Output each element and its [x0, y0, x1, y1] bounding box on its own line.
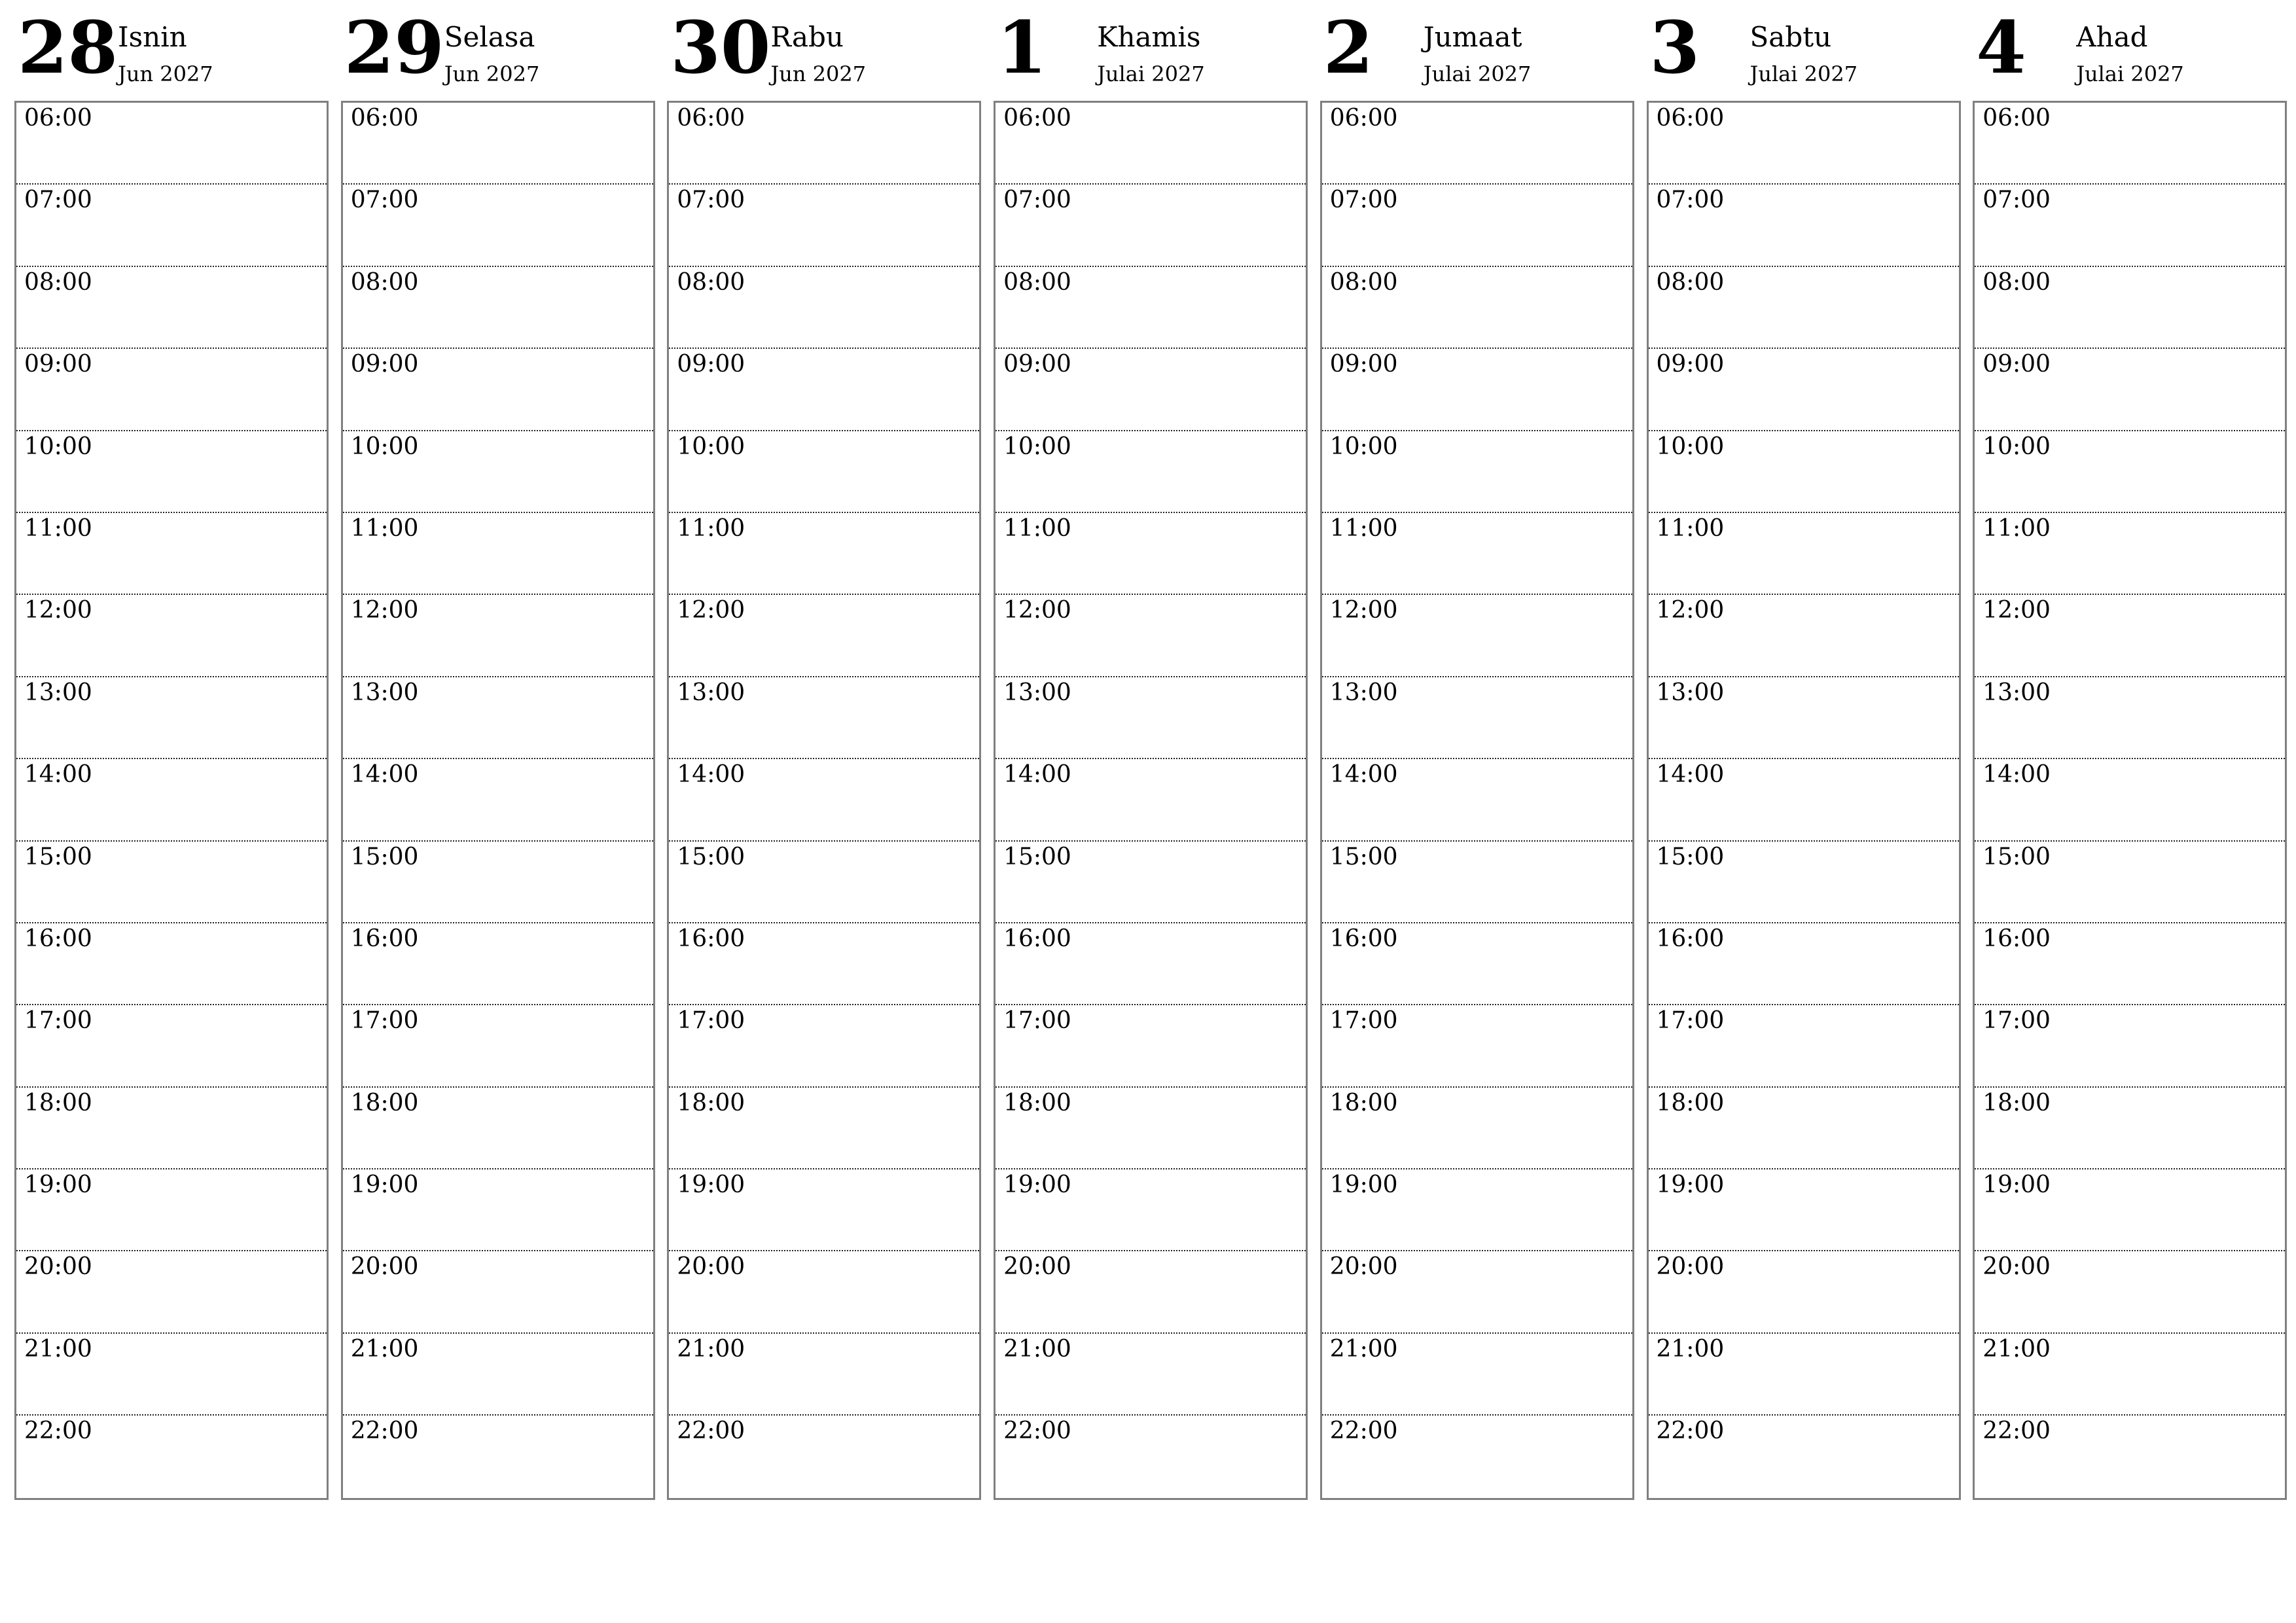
hour-slot[interactable]: [669, 1088, 979, 1169]
hour-label: 10:00: [1003, 433, 1071, 460]
hour-slot[interactable]: [1649, 513, 1959, 595]
hour-label: 20:00: [24, 1253, 92, 1281]
hour-slot[interactable]: [996, 1334, 1306, 1416]
hour-slot[interactable]: [669, 185, 979, 266]
hour-label: 14:00: [1982, 761, 2051, 789]
hour-label: 10:00: [24, 433, 92, 460]
day-column: [1647, 0, 1960, 1501]
hour-label: 20:00: [677, 1253, 745, 1281]
hour-label: 21:00: [24, 1335, 92, 1363]
hour-slot[interactable]: [343, 267, 653, 349]
day-schedule-box: [1973, 101, 2287, 1500]
hour-label: 18:00: [1982, 1089, 2051, 1116]
hour-slot[interactable]: [1649, 1088, 1959, 1169]
hour-label: 08:00: [677, 268, 745, 296]
hour-label: 12:00: [1003, 597, 1071, 624]
hour-label: 20:00: [1329, 1253, 1398, 1281]
hour-label: 14:00: [350, 761, 419, 789]
hour-slot[interactable]: [1649, 1416, 1959, 1497]
hour-label: 16:00: [350, 925, 419, 952]
hour-label: 21:00: [350, 1335, 419, 1363]
hour-slot[interactable]: [1649, 923, 1959, 1005]
hour-label: 07:00: [350, 187, 419, 214]
hour-slot[interactable]: [996, 103, 1306, 185]
weekday-name: Khamis: [1097, 21, 1201, 53]
hour-label: 17:00: [1003, 1007, 1071, 1035]
hour-slot[interactable]: [669, 842, 979, 923]
hour-label: 19:00: [677, 1171, 745, 1199]
hour-slot[interactable]: [343, 1416, 653, 1497]
hour-label: 22:00: [1329, 1418, 1398, 1445]
hour-slot[interactable]: [996, 267, 1306, 349]
hour-label: 17:00: [24, 1007, 92, 1035]
hour-label: 07:00: [1656, 187, 1725, 214]
hour-slot[interactable]: [1649, 349, 1959, 431]
hour-slot[interactable]: [1649, 103, 1959, 185]
hour-label: 20:00: [1656, 1253, 1725, 1281]
hour-slot[interactable]: [669, 1416, 979, 1497]
hour-label: 06:00: [1656, 105, 1725, 132]
hour-label: 18:00: [1656, 1089, 1725, 1116]
hour-label: 21:00: [1329, 1335, 1398, 1363]
hour-slot[interactable]: [1322, 185, 1632, 266]
hour-slot[interactable]: [343, 595, 653, 677]
hour-label: 06:00: [677, 105, 745, 132]
hour-slot[interactable]: [16, 1005, 327, 1087]
day-number: 2: [1323, 5, 1374, 90]
hour-slot[interactable]: [996, 842, 1306, 923]
hour-label: 11:00: [1003, 514, 1071, 542]
hour-slot[interactable]: [1649, 1005, 1959, 1087]
hour-slot[interactable]: [1322, 1251, 1632, 1333]
day-schedule-box: [1320, 101, 1634, 1500]
hour-slot[interactable]: [1649, 1251, 1959, 1333]
hour-label: 17:00: [677, 1007, 745, 1035]
hour-slot[interactable]: [669, 1251, 979, 1333]
hour-slot[interactable]: [1975, 923, 2285, 1005]
hour-label: 11:00: [1329, 514, 1398, 542]
hour-slot[interactable]: [1322, 1005, 1632, 1087]
hour-slot[interactable]: [669, 1169, 979, 1251]
hour-label: 18:00: [1003, 1089, 1071, 1116]
hour-label: 13:00: [24, 679, 92, 706]
hour-label: 22:00: [24, 1418, 92, 1445]
hour-label: 21:00: [677, 1335, 745, 1363]
hour-label: 19:00: [1003, 1171, 1071, 1199]
hour-slot[interactable]: [16, 595, 327, 677]
hour-slot[interactable]: [1975, 677, 2285, 759]
hour-label: 14:00: [1003, 761, 1071, 789]
hour-slot[interactable]: [343, 1169, 653, 1251]
day-header: [1647, 0, 1960, 98]
hour-label: 20:00: [350, 1253, 419, 1281]
hour-label: 12:00: [1982, 597, 2051, 624]
hour-slot[interactable]: [343, 1334, 653, 1416]
hour-slot[interactable]: [16, 1169, 327, 1251]
hour-label: 16:00: [24, 925, 92, 952]
hour-slot[interactable]: [1649, 842, 1959, 923]
hour-label: 06:00: [24, 105, 92, 132]
hour-label: 15:00: [1329, 843, 1398, 870]
hour-label: 14:00: [1656, 761, 1725, 789]
hour-slot[interactable]: [669, 103, 979, 185]
hour-slot[interactable]: [996, 677, 1306, 759]
hour-label: 19:00: [24, 1171, 92, 1199]
hour-label: 21:00: [1982, 1335, 2051, 1363]
day-column: [14, 0, 327, 1501]
hour-slot[interactable]: [1322, 103, 1632, 185]
hour-slot[interactable]: [1649, 267, 1959, 349]
hour-label: 12:00: [1329, 597, 1398, 624]
hour-slot[interactable]: [1975, 1251, 2285, 1333]
day-header: [1973, 0, 2286, 98]
hour-slot[interactable]: [1975, 1088, 2285, 1169]
day-number: 28: [18, 5, 118, 90]
month-year-label: Jun 2027: [770, 62, 867, 86]
hour-slot[interactable]: [1322, 759, 1632, 841]
weekday-name: Isnin: [118, 21, 187, 53]
hour-slot[interactable]: [669, 759, 979, 841]
day-header: [994, 0, 1306, 98]
hour-slot[interactable]: [669, 677, 979, 759]
hour-slot[interactable]: [1649, 1334, 1959, 1416]
hour-slot[interactable]: [996, 759, 1306, 841]
hour-slot[interactable]: [996, 513, 1306, 595]
day-header: [667, 0, 980, 98]
hour-slot[interactable]: [996, 1251, 1306, 1333]
hour-slot[interactable]: [16, 677, 327, 759]
month-year-label: Jun 2027: [118, 62, 213, 86]
hour-label: 10:00: [1329, 433, 1398, 460]
hour-label: 09:00: [1003, 351, 1071, 378]
hour-slot[interactable]: [343, 1088, 653, 1169]
day-header: [14, 0, 327, 98]
hour-slot[interactable]: [343, 349, 653, 431]
hour-label: 09:00: [1982, 351, 2051, 378]
hour-label: 16:00: [1982, 925, 2051, 952]
hour-slot[interactable]: [1322, 1416, 1632, 1497]
hour-slot[interactable]: [16, 103, 327, 185]
hour-slot[interactable]: [1975, 103, 2285, 185]
day-number: 30: [670, 5, 771, 90]
day-header: [1320, 0, 1633, 98]
hour-label: 17:00: [1329, 1007, 1398, 1035]
hour-slot[interactable]: [1975, 842, 2285, 923]
hour-label: 22:00: [1656, 1418, 1725, 1445]
hour-slot[interactable]: [16, 349, 327, 431]
hour-slot[interactable]: [996, 1416, 1306, 1497]
hour-slot[interactable]: [669, 267, 979, 349]
hour-label: 13:00: [677, 679, 745, 706]
hour-label: 09:00: [1656, 351, 1725, 378]
weekday-name: Sabtu: [1749, 21, 1832, 53]
hour-slot[interactable]: [1322, 1169, 1632, 1251]
hour-label: 22:00: [677, 1418, 745, 1445]
hour-slot[interactable]: [343, 431, 653, 513]
hour-slot[interactable]: [1975, 185, 2285, 266]
hour-slot[interactable]: [1322, 267, 1632, 349]
hour-slot[interactable]: [1322, 513, 1632, 595]
hour-label: 18:00: [677, 1089, 745, 1116]
hour-slot[interactable]: [16, 1334, 327, 1416]
hour-label: 06:00: [1982, 105, 2051, 132]
hour-label: 09:00: [24, 351, 92, 378]
hour-slot[interactable]: [1649, 759, 1959, 841]
hour-label: 09:00: [677, 351, 745, 378]
hour-slot[interactable]: [669, 513, 979, 595]
hour-label: 15:00: [1982, 843, 2051, 870]
hour-label: 13:00: [1656, 679, 1725, 706]
hour-label: 19:00: [1329, 1171, 1398, 1199]
hour-slot[interactable]: [16, 842, 327, 923]
hour-slot[interactable]: [1322, 349, 1632, 431]
hour-slot[interactable]: [669, 349, 979, 431]
hour-slot[interactable]: [16, 759, 327, 841]
hour-slot[interactable]: [1649, 1169, 1959, 1251]
hour-slot[interactable]: [996, 349, 1306, 431]
hour-label: 06:00: [1003, 105, 1071, 132]
hour-slot[interactable]: [1322, 595, 1632, 677]
hour-label: 10:00: [677, 433, 745, 460]
hour-label: 08:00: [1329, 268, 1398, 296]
hour-label: 18:00: [1329, 1089, 1398, 1116]
hour-label: 17:00: [350, 1007, 419, 1035]
hour-slot[interactable]: [1975, 349, 2285, 431]
hour-slot[interactable]: [996, 923, 1306, 1005]
hour-slot[interactable]: [1975, 267, 2285, 349]
hour-slot[interactable]: [1649, 677, 1959, 759]
hour-label: 16:00: [677, 925, 745, 952]
hour-label: 06:00: [1329, 105, 1398, 132]
hour-label: 13:00: [1003, 679, 1071, 706]
hour-slot[interactable]: [343, 759, 653, 841]
hour-slot[interactable]: [1322, 842, 1632, 923]
hour-label: 21:00: [1003, 1335, 1071, 1363]
hour-slot[interactable]: [16, 267, 327, 349]
hour-slot[interactable]: [343, 842, 653, 923]
hour-slot[interactable]: [16, 1088, 327, 1169]
day-number: 3: [1649, 5, 1700, 90]
hour-slot[interactable]: [16, 1416, 327, 1497]
hour-slot[interactable]: [996, 185, 1306, 266]
hour-slot[interactable]: [1322, 1334, 1632, 1416]
hour-label: 22:00: [350, 1418, 419, 1445]
hour-slot[interactable]: [1322, 923, 1632, 1005]
hour-label: 10:00: [350, 433, 419, 460]
hour-label: 15:00: [350, 843, 419, 870]
hour-slot[interactable]: [1649, 185, 1959, 266]
hour-label: 18:00: [350, 1089, 419, 1116]
hour-label: 17:00: [1982, 1007, 2051, 1035]
hour-slot[interactable]: [996, 1169, 1306, 1251]
hour-slot[interactable]: [343, 677, 653, 759]
hour-label: 17:00: [1656, 1007, 1725, 1035]
day-schedule-box: [14, 101, 329, 1500]
hour-label: 10:00: [1656, 433, 1725, 460]
hour-label: 16:00: [1329, 925, 1398, 952]
hour-label: 08:00: [350, 268, 419, 296]
hour-slot[interactable]: [669, 1334, 979, 1416]
hour-label: 20:00: [1003, 1253, 1071, 1281]
hour-label: 13:00: [1329, 679, 1398, 706]
hour-label: 09:00: [350, 351, 419, 378]
hour-slot[interactable]: [1322, 1088, 1632, 1169]
hour-label: 09:00: [1329, 351, 1398, 378]
hour-label: 14:00: [1329, 761, 1398, 789]
day-column: [341, 0, 654, 1501]
hour-label: 11:00: [24, 514, 92, 542]
month-year-label: Julai 2027: [2076, 62, 2184, 86]
hour-label: 10:00: [1982, 433, 2051, 460]
hour-label: 13:00: [350, 679, 419, 706]
hour-label: 06:00: [350, 105, 419, 132]
day-column: [667, 0, 980, 1501]
hour-label: 07:00: [677, 187, 745, 214]
hour-label: 12:00: [24, 597, 92, 624]
hour-slot[interactable]: [16, 1251, 327, 1333]
weekday-name: Selasa: [444, 21, 535, 53]
hour-label: 08:00: [1982, 268, 2051, 296]
hour-slot[interactable]: [343, 513, 653, 595]
hour-slot[interactable]: [996, 1088, 1306, 1169]
hour-slot[interactable]: [343, 1251, 653, 1333]
hour-label: 11:00: [1656, 514, 1725, 542]
hour-slot[interactable]: [1975, 1005, 2285, 1087]
hour-label: 08:00: [24, 268, 92, 296]
hour-slot[interactable]: [16, 513, 327, 595]
hour-label: 18:00: [24, 1089, 92, 1116]
hour-label: 15:00: [24, 843, 92, 870]
hour-slot[interactable]: [1975, 595, 2285, 677]
hour-label: 16:00: [1656, 925, 1725, 952]
hour-slot[interactable]: [16, 923, 327, 1005]
hour-slot[interactable]: [1322, 677, 1632, 759]
hour-slot[interactable]: [996, 431, 1306, 513]
hour-slot[interactable]: [669, 595, 979, 677]
hour-slot[interactable]: [16, 185, 327, 266]
hour-label: 22:00: [1982, 1418, 2051, 1445]
month-year-label: Julai 2027: [1423, 62, 1532, 86]
hour-label: 07:00: [24, 187, 92, 214]
day-schedule-box: [667, 101, 981, 1500]
hour-slot[interactable]: [996, 1005, 1306, 1087]
hour-label: 15:00: [677, 843, 745, 870]
hour-slot[interactable]: [1649, 431, 1959, 513]
hour-label: 11:00: [677, 514, 745, 542]
hour-label: 19:00: [350, 1171, 419, 1199]
hour-label: 21:00: [1656, 1335, 1725, 1363]
hour-slot[interactable]: [1975, 513, 2285, 595]
hour-label: 08:00: [1656, 268, 1725, 296]
hour-label: 11:00: [350, 514, 419, 542]
month-year-label: Jun 2027: [444, 62, 540, 86]
day-schedule-box: [1647, 101, 1961, 1500]
hour-label: 19:00: [1656, 1171, 1725, 1199]
day-schedule-box: [994, 101, 1308, 1500]
hour-label: 14:00: [677, 761, 745, 789]
hour-slot[interactable]: [343, 103, 653, 185]
hour-label: 07:00: [1982, 187, 2051, 214]
day-header: [341, 0, 654, 98]
hour-slot[interactable]: [343, 185, 653, 266]
hour-label: 13:00: [1982, 679, 2051, 706]
hour-label: 14:00: [24, 761, 92, 789]
hour-label: 12:00: [350, 597, 419, 624]
hour-label: 12:00: [677, 597, 745, 624]
day-number: 4: [1976, 5, 2026, 90]
hour-label: 15:00: [1656, 843, 1725, 870]
weekday-name: Rabu: [770, 21, 844, 53]
hour-label: 15:00: [1003, 843, 1071, 870]
hour-label: 16:00: [1003, 925, 1071, 952]
hour-slot[interactable]: [1975, 431, 2285, 513]
hour-label: 07:00: [1003, 187, 1071, 214]
hour-label: 11:00: [1982, 514, 2051, 542]
day-number: 1: [997, 5, 1047, 90]
weekday-name: Jumaat: [1423, 21, 1522, 53]
hour-slot[interactable]: [1975, 1169, 2285, 1251]
hour-label: 08:00: [1003, 268, 1071, 296]
month-year-label: Julai 2027: [1749, 62, 1858, 86]
hour-slot[interactable]: [1975, 1334, 2285, 1416]
hour-slot[interactable]: [669, 1005, 979, 1087]
hour-slot[interactable]: [16, 431, 327, 513]
hour-slot[interactable]: [1322, 431, 1632, 513]
hour-label: 22:00: [1003, 1418, 1071, 1445]
hour-slot[interactable]: [343, 1005, 653, 1087]
hour-label: 12:00: [1656, 597, 1725, 624]
hour-slot[interactable]: [1975, 1416, 2285, 1497]
hour-slot[interactable]: [669, 431, 979, 513]
day-column: [994, 0, 1306, 1501]
day-schedule-box: [341, 101, 655, 1500]
hour-slot[interactable]: [343, 923, 653, 1005]
hour-slot[interactable]: [996, 595, 1306, 677]
month-year-label: Julai 2027: [1097, 62, 1205, 86]
weekday-name: Ahad: [2076, 21, 2148, 53]
hour-label: 07:00: [1329, 187, 1398, 214]
day-number: 29: [344, 5, 444, 90]
hour-slot[interactable]: [1975, 759, 2285, 841]
day-column: [1320, 0, 1633, 1501]
day-column: [1973, 0, 2286, 1501]
hour-label: 19:00: [1982, 1171, 2051, 1199]
hour-slot[interactable]: [1649, 595, 1959, 677]
hour-slot[interactable]: [669, 923, 979, 1005]
hour-label: 20:00: [1982, 1253, 2051, 1281]
